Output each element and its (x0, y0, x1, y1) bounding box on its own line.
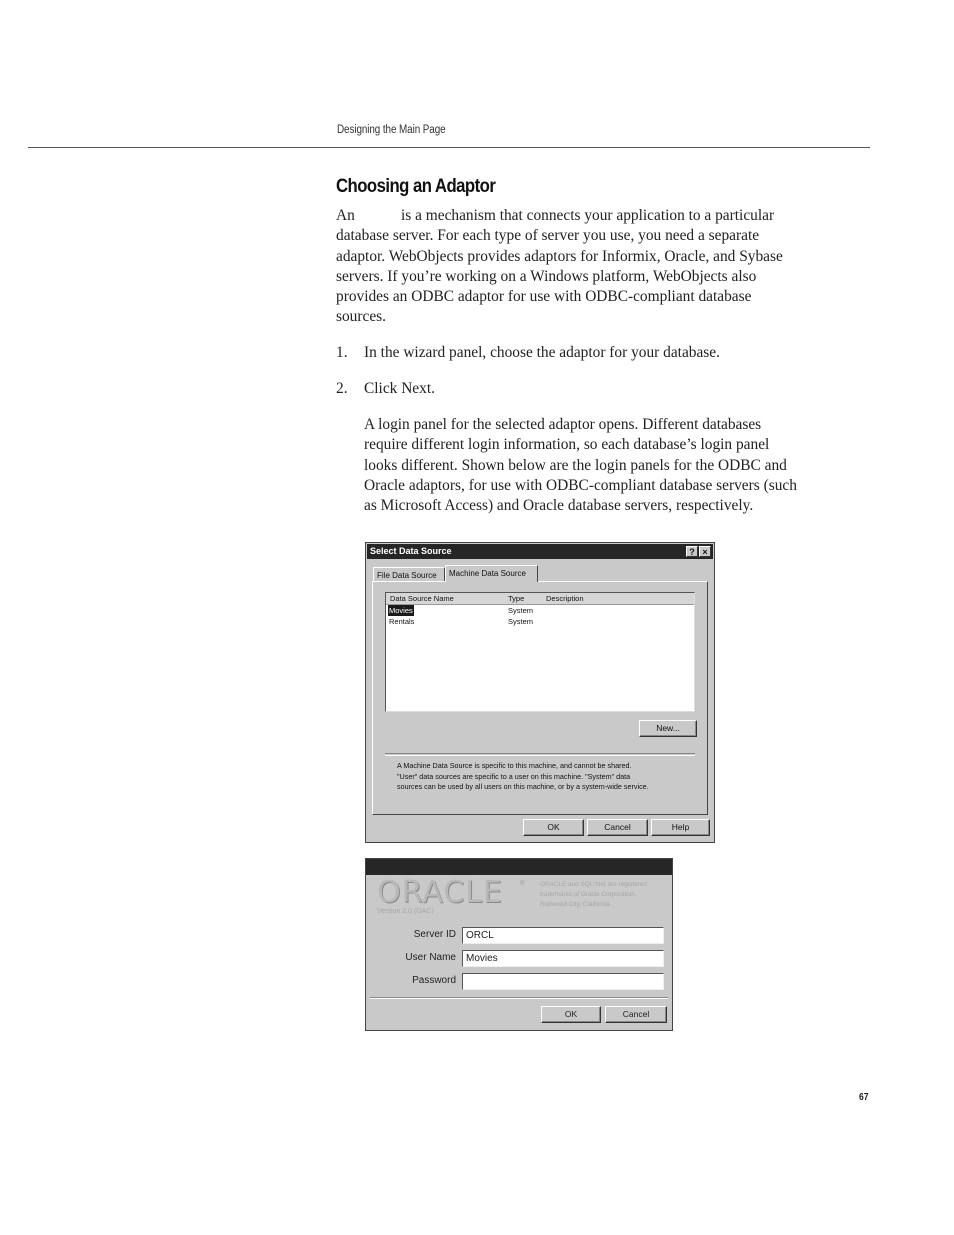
data-source-name: Rentals (389, 617, 415, 626)
step-2-explanation (364, 415, 844, 516)
step-text: Click Next. (364, 380, 435, 397)
oracle-version: Version 2.0 (OAC) (377, 908, 434, 915)
server-id-label: Server ID (413, 929, 456, 940)
cancel-button[interactable]: Cancel (587, 819, 648, 836)
list-item[interactable] (386, 616, 694, 627)
explanation-line: require different login information, so each database’s login panel (364, 436, 770, 454)
registered-mark: ® (520, 881, 525, 887)
running-head: Designing the Main Page (337, 124, 446, 136)
intro-line: An is a mechanism that connects your application to a particular (336, 207, 775, 224)
data-source-list[interactable] (385, 592, 695, 712)
intro-line: servers. If you’re working on a Windows platform, WebObjects also (336, 267, 757, 285)
step-number: 1. (336, 344, 348, 361)
list-header (386, 593, 694, 605)
tab-file-data-source[interactable]: File Data Source (373, 567, 445, 582)
intro-line: adaptor. WebObjects provides adaptors for Informix, Oracle, and Sybase (336, 247, 783, 265)
user-name-label: User Name (405, 952, 456, 963)
step-number: 2. (336, 380, 348, 397)
close-icon[interactable]: × (699, 546, 711, 557)
dialog-title: Select Data Source (370, 546, 452, 556)
ok-button[interactable]: OK (541, 1006, 601, 1023)
column-header-type[interactable]: Type (508, 594, 525, 603)
password-label: Password (412, 975, 456, 986)
explanation-line: Oracle adaptors, for use with ODBC-compliant database servers (such (364, 476, 797, 494)
data-source-type: System (508, 617, 534, 626)
data-source-name: Movies (389, 606, 413, 615)
password-field[interactable] (462, 973, 664, 990)
divider (385, 753, 695, 756)
intro-paragraph (336, 206, 841, 328)
help-button[interactable]: Help (651, 819, 710, 836)
page-number: 67 (859, 1092, 869, 1103)
trademark-notice: ORACLE and SQL*Net are registered trademarks of Oracle Corporation, Redwood City, California (540, 881, 647, 908)
dialog-titlebar (366, 859, 672, 875)
list-item[interactable] (386, 605, 694, 616)
intro-line: sources. (336, 308, 387, 326)
explanation-line: looks different. Shown below are the login panels for the ODBC and (364, 456, 787, 474)
column-header-name[interactable]: Data Source Name (390, 594, 454, 603)
oracle-logo: ORACLE (377, 875, 503, 910)
tab-machine-data-source[interactable]: Machine Data Source (445, 565, 538, 582)
divider (370, 997, 668, 999)
intro-line: provides an ODBC adaptor for use with ODBC-compliant database (336, 288, 752, 306)
oracle-login-dialog (365, 858, 673, 1031)
data-source-type: System (508, 606, 534, 615)
machine-data-source-panel (372, 581, 708, 815)
dialog-titlebar (367, 544, 713, 559)
ok-button[interactable]: OK (523, 819, 584, 836)
step-text: In the wizard panel, choose the adaptor for your database. (364, 344, 720, 361)
intro-line: database server. For each type of server you use, you need a separate (336, 227, 760, 245)
user-name-field[interactable]: Movies (462, 950, 664, 967)
cancel-button[interactable]: Cancel (605, 1006, 667, 1023)
section-title: Choosing an Adaptor (336, 176, 496, 197)
column-header-description[interactable]: Description (546, 594, 584, 603)
header-rule (28, 147, 870, 148)
server-id-field[interactable]: ORCL (462, 927, 664, 944)
new-button[interactable]: New... (639, 720, 697, 737)
explanation-line: as Microsoft Access) and Oracle database servers, respectively. (364, 497, 754, 515)
explanation-line: A login panel for the selected adaptor opens. Different databases (364, 416, 762, 433)
help-icon[interactable]: ? (686, 546, 698, 557)
machine-data-source-info: A Machine Data Source is specific to this machine, and cannot be shared. "User" data sources are specific to a user on this machine. "System" data sources can be used by all users on this machine, or by a system-wide service. (397, 761, 649, 791)
select-data-source-dialog (365, 542, 715, 843)
